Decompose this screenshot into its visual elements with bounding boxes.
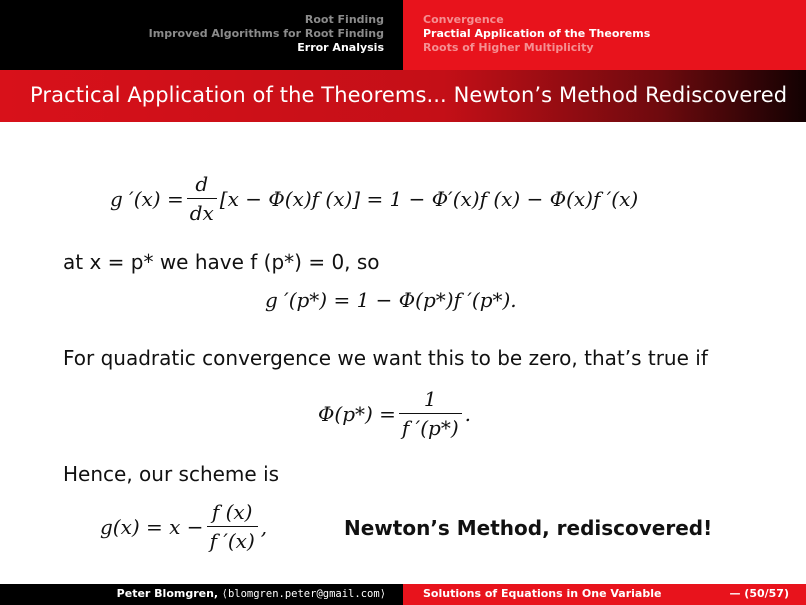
footer xyxy=(0,584,806,605)
text-hence: Hence, our scheme is xyxy=(63,462,280,486)
nav-section-root-finding[interactable]: Root Finding xyxy=(304,13,384,26)
eq4-frac-num: f (x) xyxy=(211,500,253,524)
nav-subsection-convergence[interactable]: Convergence xyxy=(423,13,504,26)
subsection-nav xyxy=(403,0,806,70)
frame-title: Practical Application of the Theorems... Newton’s Method Rediscovered xyxy=(30,83,788,107)
nav-subsection-higher-multiplicity[interactable]: Roots of Higher Multiplicity xyxy=(423,41,594,54)
eq3-frac-den: f ′(p*) xyxy=(399,413,462,440)
equation-newton-scheme xyxy=(100,500,267,553)
eq3-trail: . xyxy=(464,401,471,426)
eq3-frac-num: 1 xyxy=(423,387,437,411)
eq1-lhs: g ′(x) = xyxy=(110,186,184,211)
newton-method-label: Newton’s Method, rediscovered! xyxy=(344,516,713,540)
eq3-fraction xyxy=(399,387,462,440)
text-quadratic-convergence: For quadratic convergence we want this to be zero, that’s true if xyxy=(63,346,708,370)
frame-title-bar xyxy=(0,70,806,122)
text-at-root: at x = p* we have f (p*) = 0, so xyxy=(63,250,380,274)
equation-g-at-root: g ′(p*) = 1 − Φ(p*)f ′(p*). xyxy=(265,288,517,312)
eq1-frac-num: d xyxy=(195,172,209,196)
footer-talk-title[interactable]: Solutions of Equations in One Variable xyxy=(423,587,662,600)
footer-page-number: — (50/57) xyxy=(729,587,789,600)
footer-email[interactable]: ⟨blomgren.peter@gmail.com⟩ xyxy=(221,588,386,600)
nav-section-improved-algorithms[interactable]: Improved Algorithms for Root Finding xyxy=(148,27,384,40)
equation-phi xyxy=(318,387,471,440)
eq1-rhs: [x − Φ(x)f (x)] = 1 − Φ′(x)f (x) − Φ(x)f ′(x) xyxy=(219,186,639,211)
eq4-trail: , xyxy=(260,514,268,539)
nav-subsection-practical-application[interactable]: Practial Application of the Theorems xyxy=(423,27,651,40)
eq1-frac-den: dx xyxy=(187,198,217,225)
eq4-lhs: g(x) = x − xyxy=(100,514,204,539)
nav-section-error-analysis[interactable]: Error Analysis xyxy=(297,41,384,54)
eq4-frac-den: f ′(x) xyxy=(207,526,258,553)
eq3-lhs: Φ(p*) = xyxy=(318,401,396,426)
equation-derivative-g xyxy=(110,172,638,225)
eq1-fraction xyxy=(187,172,217,225)
footer-author-block xyxy=(0,584,403,605)
footer-author: Peter Blomgren, xyxy=(116,587,219,600)
section-nav xyxy=(0,0,403,70)
header-nav xyxy=(0,0,806,70)
footer-title-block xyxy=(403,584,806,605)
eq4-fraction xyxy=(207,500,258,553)
